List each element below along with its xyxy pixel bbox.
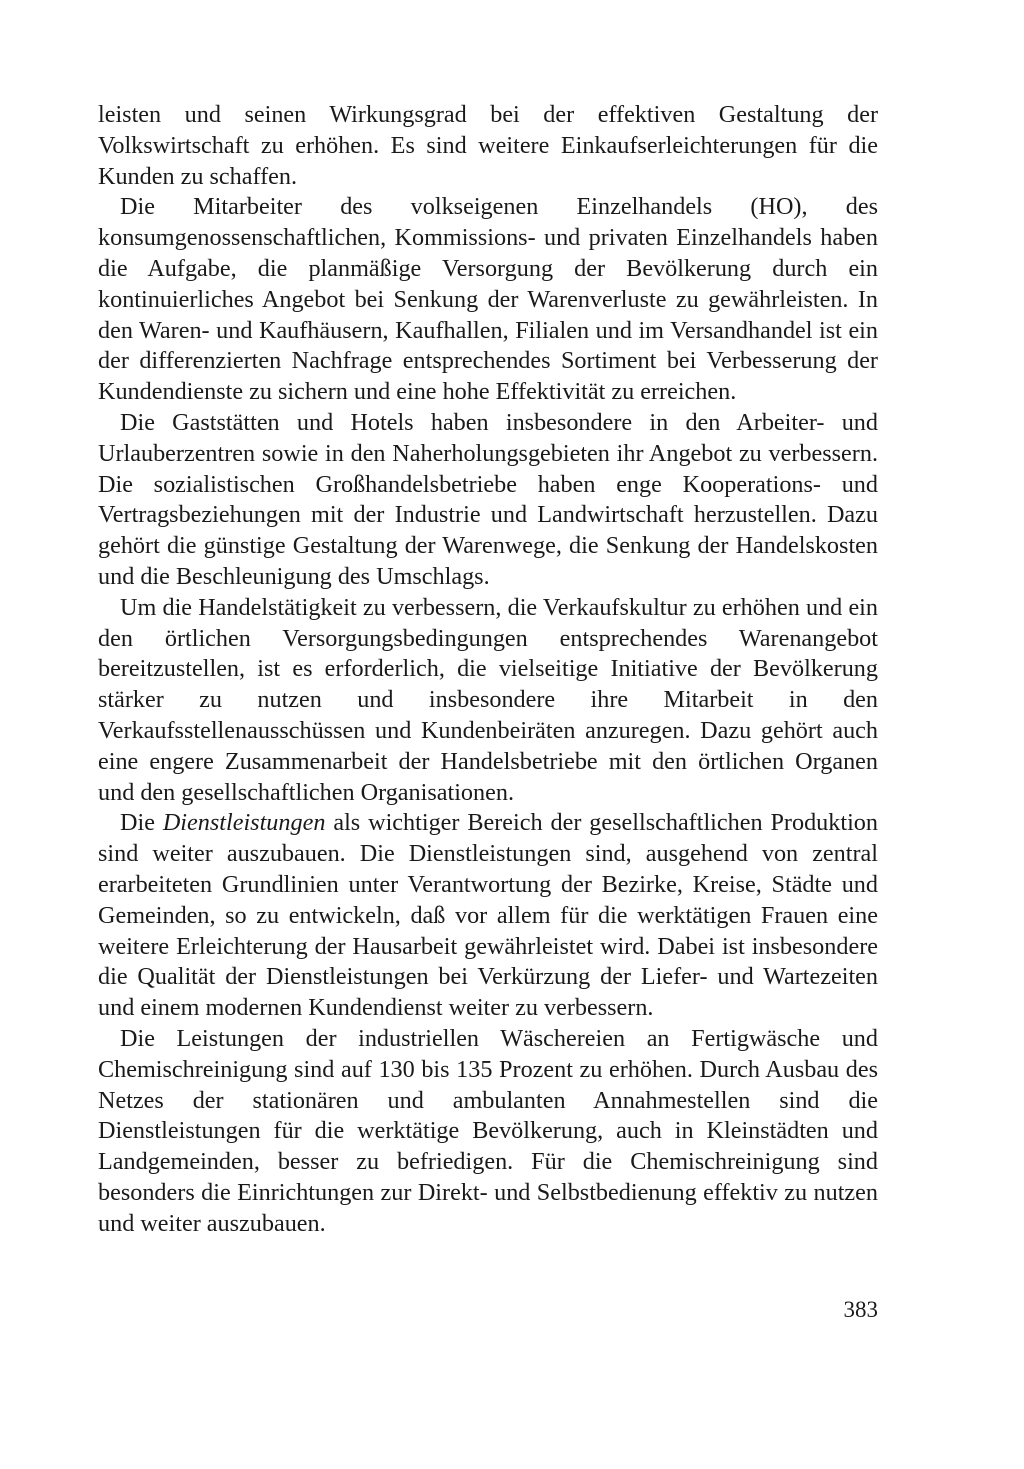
paragraph-2 xyxy=(98,192,878,408)
paragraph-3 xyxy=(98,408,878,593)
body-text xyxy=(98,100,878,1239)
paragraph-5 xyxy=(98,808,878,1024)
paragraph-1-text: leisten und seinen Wirkungsgrad bei der effektiven Gestaltung der Volkswirtschaft zu erhöhen. Es sind weitere Einkaufserleichterungen für die Kunden zu schaffen. xyxy=(98,101,878,190)
paragraph-3-text: Die Gaststätten und Hotels haben insbesondere in den Arbeiter- und Urlauberzentren sowie in den Naherholungsgebieten ihr Angebot zu verbessern. Die sozialistischen Großhandelsbetriebe haben enge Kooperations- und Vertragsbeziehungen mit der Industrie und Landwirtschaft herzustellen. Dazu gehört die günstige Gestaltung der Warenwege, die Senkung der Handelskosten und die Beschleunigung des Umschlags. xyxy=(98,408,878,590)
paragraph-6 xyxy=(98,1024,878,1240)
paragraph-2-text: Die Mitarbeiter des volkseigenen Einzelhandels (HO), des konsumgenossenschaftlichen, Kommissions- und privaten Einzelhandels haben die Aufgabe, die planmäßige Versorgung der Bevölkerung durch ein kontinuierliches Angebot bei Senkung der Warenverluste zu gewährleisten. In den Waren- und Kaufhäusern, Kaufhallen, Filialen und im Versandhandel ist ein der differenzierten Nachfrage entsprechendes Sortiment bei Verbesserung der Kundendienste zu sichern und eine hohe Effektivität zu erreichen. xyxy=(98,193,878,406)
paragraph-4 xyxy=(98,593,878,809)
paragraph-1 xyxy=(98,100,878,192)
paragraph-5-text: als wichtiger Bereich der gesellschaftlichen Produktion sind weiter auszubauen. Die Dienstleistungen sind, ausgehend von zentral erarbeiteten Grundlinien unter Verantwortung der Bezirke, Kreise, Städte und Gemeinden, so zu entwickeln, daß vor allem für die werktätigen Frauen eine weitere Erleichterung der Hausarbeit gewährleistet wird. Dabei ist insbesondere die Qualität der Dienstleistungen bei Verkürzung der Liefer- und Wartezeiten und einem modernen Kundendienst weiter zu verbessern. xyxy=(98,809,878,1022)
paragraph-5-lead: Die xyxy=(120,809,163,837)
page-number: 383 xyxy=(843,1297,878,1322)
paragraph-5-italic-term: Dienstleistungen xyxy=(162,809,326,837)
paragraph-4-text: Um die Handelstätigkeit zu verbessern, die Verkaufskultur zu erhöhen und ein den örtlichen Versorgungsbedingungen entsprechendes Warenangebot bereitzustellen, ist es erforderlich, die vielseitige Initiative der Bevölkerung stärker zu nutzen und insbesondere ihre Mitarbeit in den Verkaufsstellenausschüssen und Kundenbeiräten anzuregen. Dazu gehört auch eine engere Zusammenarbeit der Handelsbetriebe mit den örtlichen Organen und den gesellschaftlichen Organisationen. xyxy=(98,593,878,806)
paragraph-6-text: Die Leistungen der industriellen Wäschereien an Fertigwäsche und Chemischreinigung sind auf 130 bis 135 Prozent zu erhöhen. Durch Ausbau des Netzes der stationären und ambulanten Annahmestellen sind die Dienstleistungen für die werktätige Bevölkerung, auch in Kleinstädten und Landgemeinden, besser zu befriedigen. Für die Chemischreinigung sind besonders die Einrichtungen zur Direkt- und Selbstbedienung effektiv zu nutzen und weiter auszubauen. xyxy=(98,1024,878,1237)
